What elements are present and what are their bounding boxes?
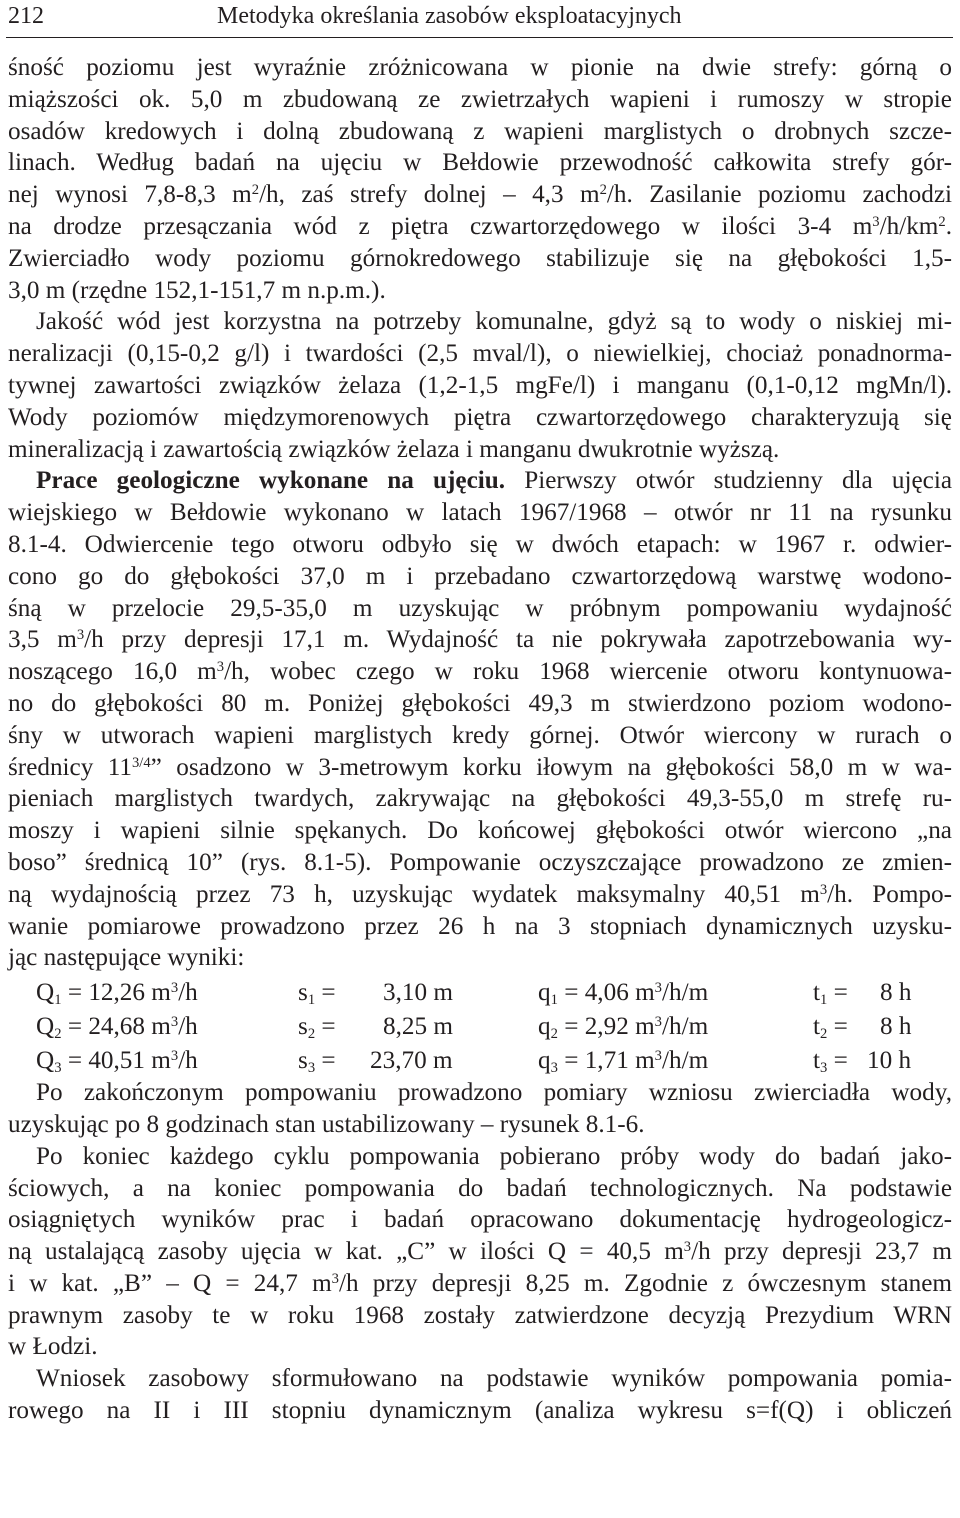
section-heading: Prace geologiczne wykonane na ujęciu.: [36, 467, 506, 495]
text-line: śną w przelocie 29,5-35,0 m uzyskując w próbnym pompowaniu wydajność: [8, 594, 952, 622]
text-line: 3,5 $m^3/h$ przy depresji 17,1 m. Wydajność ta nie pokrywała zapotrzebowania wy-: [8, 626, 952, 654]
text-line: Jakość wód jest korzystna na potrzeby komunalne, gdyż są to wody o niskiej mi-: [36, 308, 952, 336]
text-line: Zwierciadło wody poziomu górnokredowego stabilizuje się na głębokości 1,5-: [8, 244, 952, 272]
drawdown-value: $s_1$ =: [298, 979, 336, 1009]
text-line: ściowych, a na koniec pompowania do badań technologicznych. Na podstawie: [8, 1174, 952, 1202]
text-line: rowego na II i III stopniu dynamicznym (analiza wykresu s=f(Q) i obliczeń: [8, 1397, 952, 1425]
text-line: mineralizacją i zawartością związków żelaza i manganu dwukrotnie wyższą.: [8, 435, 780, 463]
drawdown-amount: 23,70 m: [370, 1047, 453, 1075]
text-line: moszy i wapieni silnie spękanych. Do końcowej głębokości otwór wiercono „na: [8, 817, 952, 845]
text-line: nej wynosi 7,8-8,3 $m^2/h$, zaś strefy dolnej – 4,3 $m^2/h$. Zasilanie poziomu zachodzi: [8, 181, 952, 209]
result-row: [8, 1044, 952, 1078]
text-line: no do głębokości 80 m. Poniżej głębokości 49,3 m stwierdzono poziom wodono-: [8, 689, 952, 717]
text-line: osadów kredowych i dolną zbudowaną z wapieni marglistych o drobnych szcze-: [8, 117, 952, 145]
text-line: w Łodzi.: [8, 1333, 98, 1361]
text-line: ną wydajnością przez 73 h, uzyskując wydatek maksymalny 40,51 $m^3/h$. Pompo-: [8, 880, 952, 908]
specific-capacity-value: $q_2 = 2,92$ $m^3/h/m$: [538, 1013, 709, 1043]
drawdown-amount: 8,25 m: [383, 1013, 453, 1041]
text-line: uzyskując po 8 godzinach stan ustabilizowany – rysunek 8.1-6.: [8, 1110, 645, 1138]
running-header: [0, 0, 960, 40]
text-line: osiągniętych wyników prac i badań opracowano dokumentację hydrogeologicz-: [8, 1206, 952, 1234]
text-line: cono go do głębokości 37,0 m i przebadano czwartorzędową warstwę wodono-: [8, 562, 952, 590]
duration-value: $t_3$ =: [813, 1047, 848, 1077]
text-line: prawnym zasoby te w roku 1968 zostały zatwierdzone decyzją Prezydium WRN: [8, 1301, 952, 1329]
drawdown-value: $s_2$ =: [298, 1013, 336, 1043]
discharge-value: $Q_3 = 40,51$ $m^3/h$: [36, 1047, 198, 1077]
text-line: miąższości ok. 5,0 m zbudowaną ze zwietrzałych wapieni i rumoszy w stropie: [8, 85, 952, 113]
text-line: pieniach marglistych twardych, zakrywając na głębokości 49,3-55,0 m strefę ru-: [8, 785, 952, 813]
text-line: 3,0 m (rzędne 152,1-151,7 m n.p.m.).: [8, 276, 386, 304]
text-line: Po koniec każdego cyklu pompowania pobierano próby wody do badań jako-: [36, 1142, 952, 1170]
duration-amount: 10 h: [867, 1047, 912, 1075]
text-line: boso” średnicą 10” (rys. 8.1-5). Pompowanie oczyszczające prowadzono ze zmien-: [8, 848, 952, 876]
text-line: Wody poziomów międzymorenowych piętra czwartorzędowego charakteryzują się: [8, 403, 952, 431]
text-line: jąc następujące wyniki:: [8, 944, 245, 972]
text-line: Wniosek zasobowy sformułowano na podstawie wyników pompowania pomia-: [36, 1365, 952, 1393]
duration-value: $t_2$ =: [813, 1013, 848, 1043]
duration-amount: 8 h: [880, 1013, 912, 1041]
text-line: Po zakończonym pompowaniu prowadzono pomiary wzniosu zwierciadła wody,: [36, 1079, 952, 1107]
text-line: Prace geologiczne wykonane na ujęciu. Pierwszy otwór studzienny dla ujęcia: [36, 467, 953, 495]
text-line: noszącego 16,0 $m^3/h$, wobec czego w roku 1968 wiercenie otworu kontynuowa-: [8, 658, 952, 686]
text-line: linach. Według badań na ujęciu w Bełdowie przewodność całkowita strefy gór-: [8, 149, 952, 177]
discharge-value: $Q_2 = 24,68$ $m^3/h$: [36, 1013, 198, 1043]
specific-capacity-value: $q_3 = 1,71$ $m^3/h/m$: [538, 1047, 709, 1077]
drawdown-value: $s_3$ =: [298, 1047, 336, 1077]
text-line: tywnej zawartości związków żelaza (1,2-1,5 mgFe/l) i manganu (0,1-0,12 mgMn/l).: [8, 371, 952, 399]
discharge-value: $Q_1 = 12,26$ $m^3/h$: [36, 979, 198, 1009]
body-text: [8, 52, 952, 1427]
text-line: ną ustalającą zasoby ujęcia w kat. „C” w ilości Q = 40,5 $m^3/h$ przy depresji 23,7 m: [8, 1238, 952, 1266]
text-line: śność poziomu jest wyraźnie zróżnicowana w pionie na dwie strefy: górną o: [8, 54, 952, 81]
running-title: Metodyka określania zasobów eksploatacyjnych: [217, 3, 682, 29]
text-line: wiejskiego w Bełdowie wykonano w latach 1967/1968 – otwór nr 11 na rysunku: [8, 499, 952, 527]
text-line: średnicy $11^{3/4}$” osadzono w 3-metrowym korku iłowym na głębokości 58,0 m w wa-: [8, 753, 952, 781]
result-row: [8, 1010, 952, 1044]
text-line: śny w utworach wapieni marglistych kredy górnej. Otwór wiercony w rurach o: [8, 721, 952, 749]
pumping-results: [8, 974, 952, 1077]
text-line: i w kat. „B” – Q = 24,7 $m^3/h$ przy depresji 8,25 m. Zgodnie z ówczesnym stanem: [8, 1269, 952, 1297]
text-line: wanie pomiarowe prowadzono przez 26 h na 3 stopniach dynamicznych uzysku-: [8, 912, 952, 940]
result-row: [8, 976, 952, 1010]
text-line: neralizacji (0,15-0,2 g/l) i twardości (2,5 mval/l), o niewielkiej, chociaż ponadnorma-: [8, 340, 952, 368]
text-line: 8.1-4. Odwiercenie tego otworu odbyło się w dwóch etapach: w 1967 r. odwier-: [8, 530, 952, 558]
text-line: na drodze przesączania wód z piętra czwartorzędowego w ilości 3-4 $m^3/h/km^2$.: [8, 212, 952, 240]
duration-amount: 8 h: [880, 979, 912, 1007]
page-number: 212: [8, 3, 44, 29]
header-rule: [6, 37, 953, 38]
specific-capacity-value: $q_1 = 4,06$ $m^3/h/m$: [538, 979, 709, 1009]
drawdown-amount: 3,10 m: [383, 979, 453, 1007]
duration-value: $t_1$ =: [813, 979, 848, 1009]
